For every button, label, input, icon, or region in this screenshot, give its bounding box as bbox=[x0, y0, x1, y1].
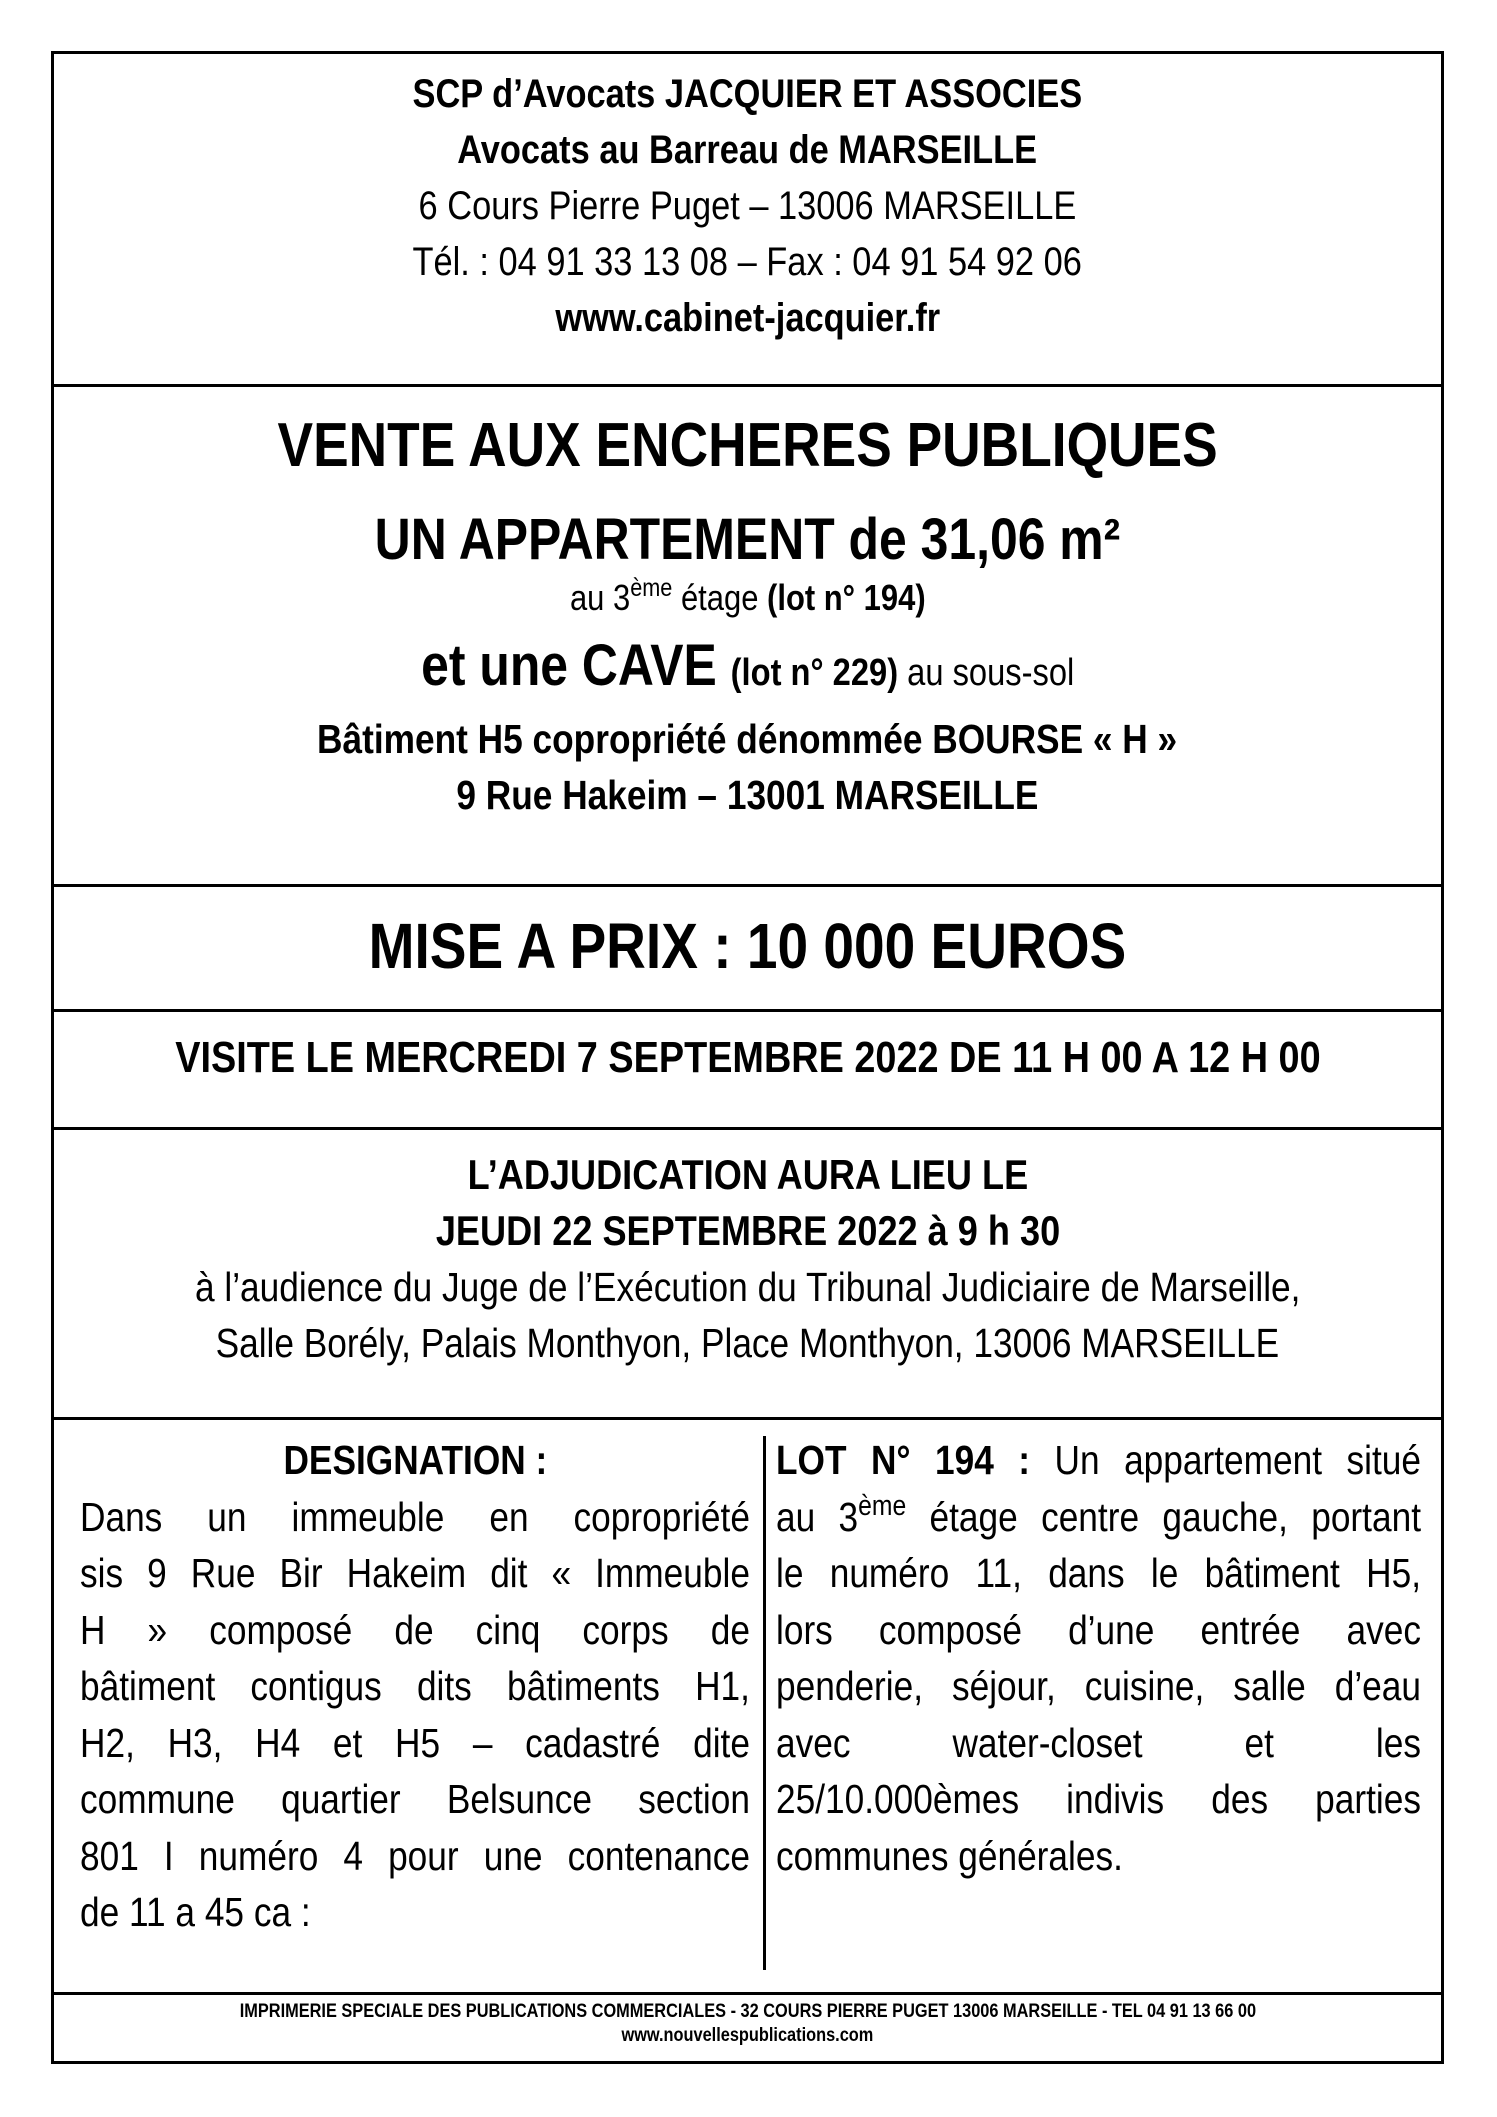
divider bbox=[54, 1127, 1441, 1130]
firm-address: 6 Cours Pierre Puget – 13006 MARSEILLE bbox=[418, 184, 1077, 228]
designation-column bbox=[80, 1420, 750, 1992]
adjudication-address: Salle Borély, Palais Monthyon, Place Monthyon, 13006 MARSEILLE bbox=[215, 1320, 1280, 1366]
text-line: commune quartier Belsunce section bbox=[80, 1776, 750, 1822]
text-line: penderie, séjour, cuisine, salle d’eau bbox=[776, 1663, 1421, 1709]
firm-website[interactable]: www.cabinet-jacquier.fr bbox=[555, 296, 940, 340]
text-line: bâtiment contigus dits bâtiments H1, bbox=[80, 1663, 750, 1709]
firm-phone: Tél. : 04 91 33 13 08 – Fax : 04 91 54 92 06 bbox=[412, 240, 1083, 284]
adjudication-section bbox=[54, 1147, 1441, 1371]
text-line: le numéro 11, dans le bâtiment H5, bbox=[776, 1550, 1421, 1596]
text-line: avec water-closet et les bbox=[776, 1719, 1421, 1766]
bar-association: Avocats au Barreau de MARSEILLE bbox=[457, 128, 1038, 172]
divider bbox=[54, 1009, 1441, 1012]
starting-price: MISE A PRIX : 10 000 EUROS bbox=[368, 910, 1127, 982]
firm-header bbox=[54, 66, 1441, 346]
text-line: de 11 a 45 ca : bbox=[80, 1889, 311, 1935]
divider bbox=[54, 1992, 1441, 1995]
divider bbox=[54, 384, 1441, 387]
visit-date: VISITE LE MERCREDI 7 SEPTEMBRE 2022 DE 11 H 00 A 12 H 00 bbox=[174, 1033, 1321, 1082]
printer-website[interactable]: www.nouvellespublications.com bbox=[621, 2025, 874, 2046]
apartment-title: UN APPARTEMENT de 31,06 m² bbox=[374, 507, 1121, 572]
designation-heading: DESIGNATION : bbox=[283, 1437, 547, 1483]
text-line: sis 9 Rue Bir Hakeim dit « Immeuble bbox=[80, 1550, 750, 1596]
text-line: H » composé de cinq corps de bbox=[80, 1606, 750, 1653]
visit-section bbox=[54, 1026, 1441, 1090]
adjudication-venue: à l’audience du Juge de l’Exécution du Tribunal Judiciaire de Marseille, bbox=[194, 1264, 1301, 1310]
firm-name: SCP d’Avocats JACQUIER ET ASSOCIES bbox=[412, 72, 1083, 116]
lot-heading: LOT N° 194 : bbox=[776, 1437, 1031, 1483]
cave-line: et une CAVE (lot n° 229) au sous-sol bbox=[420, 633, 1075, 698]
description-section bbox=[54, 1420, 1441, 1992]
building-name: Bâtiment H5 copropriété dénommée BOURSE « H » bbox=[317, 716, 1178, 762]
text-line: Dans un immeuble en copropriété bbox=[80, 1493, 750, 1540]
text-line: H2, H3, H4 et H5 – cadastré dite bbox=[80, 1719, 750, 1766]
sale-title: VENTE AUX ENCHERES PUBLIQUES bbox=[277, 411, 1218, 480]
notice-frame bbox=[51, 51, 1444, 2064]
property-address: 9 Rue Hakeim – 13001 MARSEILLE bbox=[456, 772, 1039, 818]
divider bbox=[54, 884, 1441, 887]
text-line: 25/10.000èmes indivis des parties bbox=[776, 1776, 1421, 1822]
adjudication-heading: L’ADJUDICATION AURA LIEU LE bbox=[467, 1151, 1028, 1198]
text-line: communes générales. bbox=[776, 1832, 1123, 1879]
price-section bbox=[54, 906, 1441, 986]
text-line: 801 I numéro 4 pour une contenance bbox=[80, 1832, 750, 1879]
lot-column: LOT N° 194 : Un appartement situé au 3ème étage centre gauche, portant le numéro 11, dans le bâtiment H5, lors composé d’une entrée avec penderie, séjour, cuisine, salle d’eau avec water-closet et les 25/10.000èmes indivis des parties communes générales. bbox=[776, 1420, 1421, 1992]
apartment-floor: au 3ème étage (lot n° 194) bbox=[569, 574, 926, 618]
text-line: lors composé d’une entrée avec bbox=[776, 1606, 1421, 1653]
adjudication-date: JEUDI 22 SEPTEMBRE 2022 à 9 h 30 bbox=[435, 1207, 1060, 1254]
footer bbox=[54, 2000, 1441, 2048]
column-divider bbox=[763, 1436, 766, 1970]
printer-info: IMPRIMERIE SPECIALE DES PUBLICATIONS COMMERCIALES - 32 COURS PIERRE PUGET 13006 MARSEILLE - TEL 04 91 13 66 00 bbox=[239, 2001, 1256, 2022]
sale-section bbox=[54, 406, 1441, 823]
